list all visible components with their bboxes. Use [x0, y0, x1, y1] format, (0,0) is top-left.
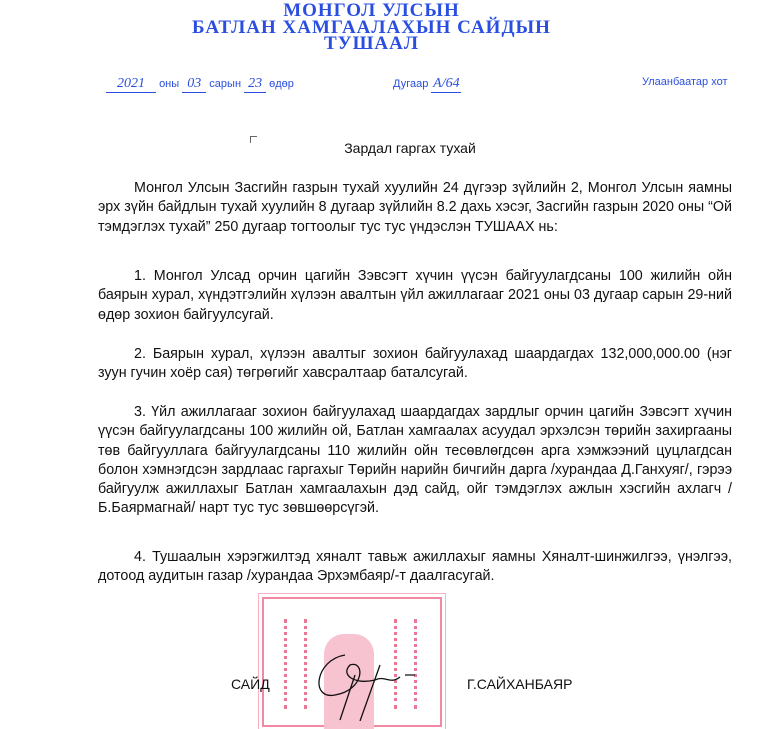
- date-day: 23: [244, 76, 266, 93]
- day-suffix: өдөр: [269, 78, 294, 90]
- date-year: 2021: [106, 76, 156, 93]
- signatory-title: САЙД: [231, 676, 270, 692]
- header-line-1: МОНГОЛ УЛСЫН: [283, 0, 460, 21]
- date-month: 03: [182, 76, 206, 93]
- handwritten-signature: [305, 645, 415, 721]
- place: Улаанбаатар хот: [642, 76, 728, 88]
- preamble-paragraph: Монгол Улсын Засгийн газрын тухай хуулийн 24 дүгээр зүйлийн 2, Монгол Улсын яамны эрх зүйн байдлын тухай хуулийн 8 дугаар зүйлийн 8.2 дахь хэсэг, Засгийн газрын 2020 оны “Ой тэмдэглэх тухай” 250 дугаар тогтоолыг тус тус үндэслэн ТУШААХ нь:: [98, 180, 732, 235]
- subject-title: Зардал гаргах тухай: [344, 140, 476, 156]
- header-line-3: ТУШААЛ: [323, 33, 420, 54]
- number-label: Дугаар: [393, 78, 429, 90]
- number-value: А/64: [433, 76, 460, 91]
- clause-3: 3. Үйл ажиллагааг зохион байгуулахад шаардагдах зардлыг орчин цагийн Зэвсэгт хүчин үүсэн байгуулагдсаны 100 жилийн ой, Батлан хамгаалах асуудал эрхэлсэн төрийн захиргааны төв байгууллага байгуулагдсаны 110 жилийн ойн тесөвлөгдсөн арга хэмжээний цуцлагдсан болон хэмнэгдсэн зардлаас гаргахыг Төрийн нарийн бичгийн дарга /хурандаа Д.Ганхуяг/, гэрээ байгуулж ажиллахыг Батлан хамгаалахын дэд сайд, ойг тэмдэглэх ажлын хэсгийн ахлагч /Б.Баярмагнай/ нарт тус тус зөвшөөрсүгэй.: [98, 404, 732, 517]
- year-suffix: оны: [159, 78, 180, 90]
- month-suffix: сарын: [209, 78, 242, 90]
- order-date: [106, 76, 294, 93]
- clause-1: 1. Монгол Улсад орчин цагийн Зэвсэгт хүчин үүсэн байгуулагдсаны 100 жилийн ойн баярын хурал, хүндэтгэлийн хүлээн авалтын үйл ажиллагааг 2021 оны 03 дугаар сарын 29-ний өдөр зохион байгуулсугай.: [98, 268, 732, 323]
- order-number: [393, 76, 461, 93]
- clause-4: 4. Тушаалын хэрэгжилтэд хяналт тавьж ажиллахыг яамны Хяналт-шинжилгээ, үнэлгээ, дотоод аудитын газар /хурандаа Эрхэмбаяр/-т даалгасугай.: [98, 549, 732, 585]
- signatory-name: Г.САЙХАНБАЯР: [467, 676, 573, 692]
- header-line-2: БАТЛАН ХАМГААЛАХЫН САЙДЫН: [192, 17, 551, 38]
- clause-2: 2. Баярын хурал, хүлээн авалтыг зохион байгуулахад шаардагдах 132,000,000.00 (нэг зуун гучин хоёр сая) төгрөгийг хавсралтаар баталсугай.: [98, 346, 732, 382]
